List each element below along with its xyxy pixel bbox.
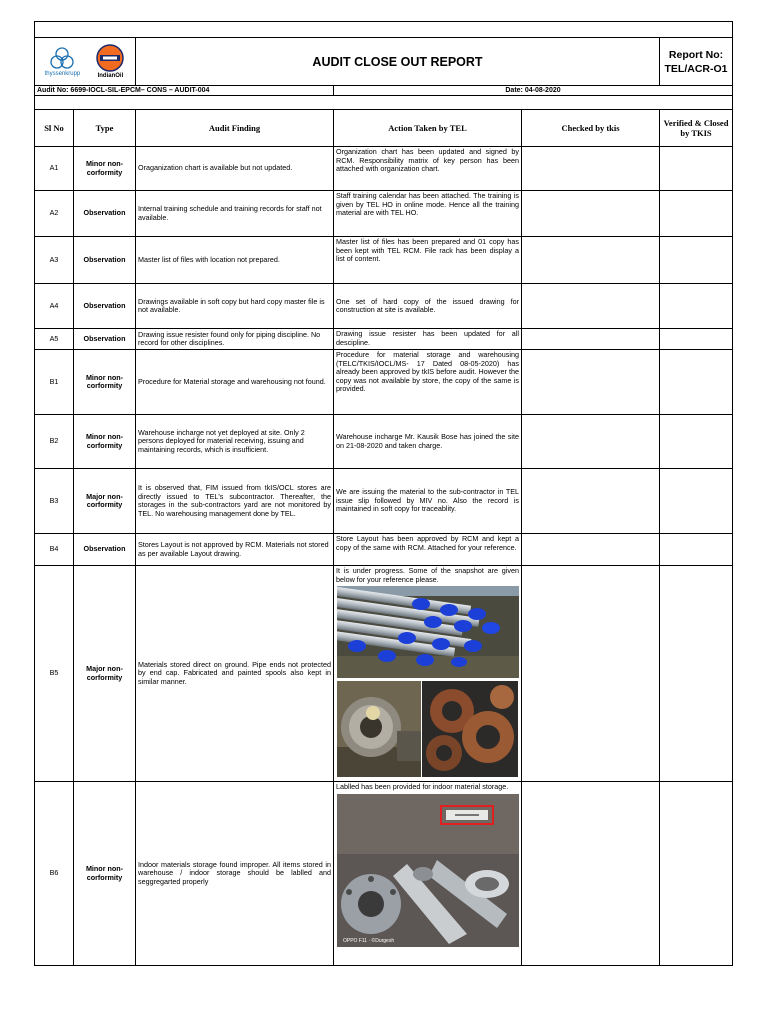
table-row bbox=[35, 534, 733, 566]
table-row bbox=[35, 415, 733, 469]
row-type: Observation bbox=[74, 534, 136, 566]
row-checked bbox=[522, 191, 660, 237]
row-sl: B2 bbox=[35, 415, 74, 469]
table-row bbox=[35, 350, 733, 415]
row-finding: Warehouse incharge not yet deployed at site. Only 2 persons deployed for material receiving, issuing and maintaining records, which is insufficient. bbox=[136, 415, 334, 469]
row-type: Minor non-corformity bbox=[74, 415, 136, 469]
table-row bbox=[35, 147, 733, 191]
row-type: Observation bbox=[74, 329, 136, 350]
row-type: Observation bbox=[74, 191, 136, 237]
row-action: Organization chart has been updated and signed by RCM. Responsibility matrix of key person has been attached with organization chart. bbox=[334, 147, 522, 191]
row-checked bbox=[522, 415, 660, 469]
row-checked bbox=[522, 147, 660, 191]
row-type: Minor non-corformity bbox=[74, 350, 136, 415]
row-type: Major non-corformity bbox=[74, 469, 136, 534]
audit-date: Date: 04-08-2020 bbox=[334, 86, 733, 96]
row-finding: Drawings available in soft copy but hard copy master file is not available. bbox=[136, 284, 334, 329]
audit-table bbox=[34, 21, 733, 966]
indianoil-icon bbox=[95, 44, 125, 72]
row-sl: B3 bbox=[35, 469, 74, 534]
audit-report-sheet bbox=[34, 21, 732, 966]
col-checked-by: Checked by tkis bbox=[522, 110, 660, 147]
row-type: Minor non-corformity bbox=[74, 147, 136, 191]
row-checked bbox=[522, 469, 660, 534]
row-action: Lablled has been provided for indoor material storage. bbox=[336, 782, 509, 791]
row-action: Master list of files has been prepared and 01 copy has been kept with TEL RCM. File rack has been display a list of content. bbox=[334, 237, 522, 284]
row-verified bbox=[660, 284, 733, 329]
row-finding: Drawing issue resister found only for piping discipline. No record for other disciplines. bbox=[136, 329, 334, 350]
thyssenkrupp-logo bbox=[45, 46, 81, 77]
row-checked bbox=[522, 350, 660, 415]
row-checked bbox=[522, 284, 660, 329]
row-checked bbox=[522, 566, 660, 782]
row-action: Drawing issue resister has been updated for all descipline. bbox=[334, 329, 522, 350]
row-finding: Stores Layout is not approved by RCM. Materials not stored as per available Layout drawing. bbox=[136, 534, 334, 566]
indianoil-name: IndianOil bbox=[97, 73, 124, 79]
row-type: Major non-corformity bbox=[74, 566, 136, 782]
row-verified bbox=[660, 415, 733, 469]
logo-cell bbox=[35, 38, 136, 86]
indianoil-logo bbox=[95, 44, 125, 79]
col-action-taken: Action Taken by TEL bbox=[334, 110, 522, 147]
table-row bbox=[35, 284, 733, 329]
col-audit-finding: Audit Finding bbox=[136, 110, 334, 147]
row-verified bbox=[660, 237, 733, 284]
report-title: AUDIT CLOSE OUT REPORT bbox=[136, 38, 660, 86]
row-sl: B1 bbox=[35, 350, 74, 415]
table-row bbox=[35, 237, 733, 284]
row-finding: Master list of files with location not prepared. bbox=[136, 237, 334, 284]
row-finding: Indoor materials storage found improper. All items stored in warehouse / indoor storage should be lablled and seggregarted properly bbox=[136, 782, 334, 966]
row-sl: B4 bbox=[35, 534, 74, 566]
row-action-with-photo bbox=[334, 782, 522, 966]
row-action: One set of hard copy of the issued drawing for construction at site is available. bbox=[334, 284, 522, 329]
row-action: We are issuing the material to the sub-contractor in TEL issue slip followed by MIV no. Also the record is maintained in soft copy for traceablity. bbox=[334, 469, 522, 534]
table-row bbox=[35, 329, 733, 350]
audit-number: Audit No: 6699-IOCL-SIL-EPCM– CONS – AUDIT-004 bbox=[35, 86, 334, 96]
thyssenkrupp-icon bbox=[49, 46, 75, 70]
row-finding: Oraganization chart is available but not updated. bbox=[136, 147, 334, 191]
row-verified bbox=[660, 191, 733, 237]
row-verified bbox=[660, 782, 733, 966]
row-finding: Procedure for Material storage and warehousing not found. bbox=[136, 350, 334, 415]
row-checked bbox=[522, 782, 660, 966]
row-checked bbox=[522, 534, 660, 566]
row-verified bbox=[660, 329, 733, 350]
row-type: Observation bbox=[74, 284, 136, 329]
row-verified bbox=[660, 566, 733, 782]
col-verified-by: Verified & Closed by TKIS bbox=[660, 110, 733, 147]
photo-caption: OPPO F11 · ©Durgesh bbox=[342, 937, 394, 944]
spacer-row bbox=[35, 96, 733, 110]
row-checked bbox=[522, 237, 660, 284]
row-action: Warehouse incharge Mr. Kausik Bose has joined the site on 21-08-2020 and taken charge. bbox=[334, 415, 522, 469]
indoor-storage-photo bbox=[337, 794, 519, 947]
row-finding: Internal training schedule and training records for staff not available. bbox=[136, 191, 334, 237]
col-type: Type bbox=[74, 110, 136, 147]
row-sl: A4 bbox=[35, 284, 74, 329]
flange-photo-right bbox=[422, 681, 518, 777]
top-border-row bbox=[35, 22, 733, 38]
row-action: Staff training calendar has been attached. The training is given by TEL HO in online mode. Hence all the training material are with TEL HO. bbox=[334, 191, 522, 237]
report-number-value: TEL/ACR-O1 bbox=[664, 62, 728, 75]
report-number-label: Report No: bbox=[668, 48, 724, 61]
row-sl: A3 bbox=[35, 237, 74, 284]
table-row bbox=[35, 469, 733, 534]
row-type: Minor non-corformity bbox=[74, 782, 136, 966]
report-number-cell bbox=[660, 38, 733, 86]
row-type: Observation bbox=[74, 237, 136, 284]
table-row bbox=[35, 782, 733, 966]
row-sl: B5 bbox=[35, 566, 74, 782]
row-verified bbox=[660, 350, 733, 415]
row-sl: B6 bbox=[35, 782, 74, 966]
row-verified bbox=[660, 469, 733, 534]
column-header-row bbox=[35, 110, 733, 147]
table-row bbox=[35, 566, 733, 782]
row-verified bbox=[660, 147, 733, 191]
row-action-with-photos bbox=[334, 566, 522, 782]
row-finding: Materials stored direct on ground. Pipe ends not protected by end cap. Fabricated and painted spools also kept in similar manner. bbox=[136, 566, 334, 782]
meta-row bbox=[35, 86, 733, 96]
flange-photo-left bbox=[337, 681, 421, 777]
pipes-photo bbox=[337, 586, 519, 678]
col-sl-no: Sl No bbox=[35, 110, 74, 147]
row-action: Store Layout has been approved by RCM and kept a copy of the same with RCM. Attached for your reference. bbox=[334, 534, 522, 566]
row-sl: A2 bbox=[35, 191, 74, 237]
row-checked bbox=[522, 329, 660, 350]
row-action: It is under progress. Some of the snapshot are given below for your reference please. bbox=[336, 566, 519, 584]
thyssenkrupp-name: thyssenkrupp bbox=[44, 71, 81, 77]
row-finding: It is observed that, FIM issued from tkIS/OCL stores are directly issued to TEL's subcontractor. Thereafter, the storages in the sub-contractors yard are not monitored by TEL. No warehousing management done by TEL. bbox=[136, 469, 334, 534]
header-row bbox=[35, 38, 733, 86]
row-sl: A1 bbox=[35, 147, 74, 191]
table-row bbox=[35, 191, 733, 237]
row-verified bbox=[660, 534, 733, 566]
row-action: Procedure for material storage and warehousing (TELC/TKIS/IOCL/MS- 17 Dated 08-05-2020) has already been approved by tkIS before audit. However the copy was not available by store, the copy of the same is provided. bbox=[334, 350, 522, 415]
row-sl: A5 bbox=[35, 329, 74, 350]
